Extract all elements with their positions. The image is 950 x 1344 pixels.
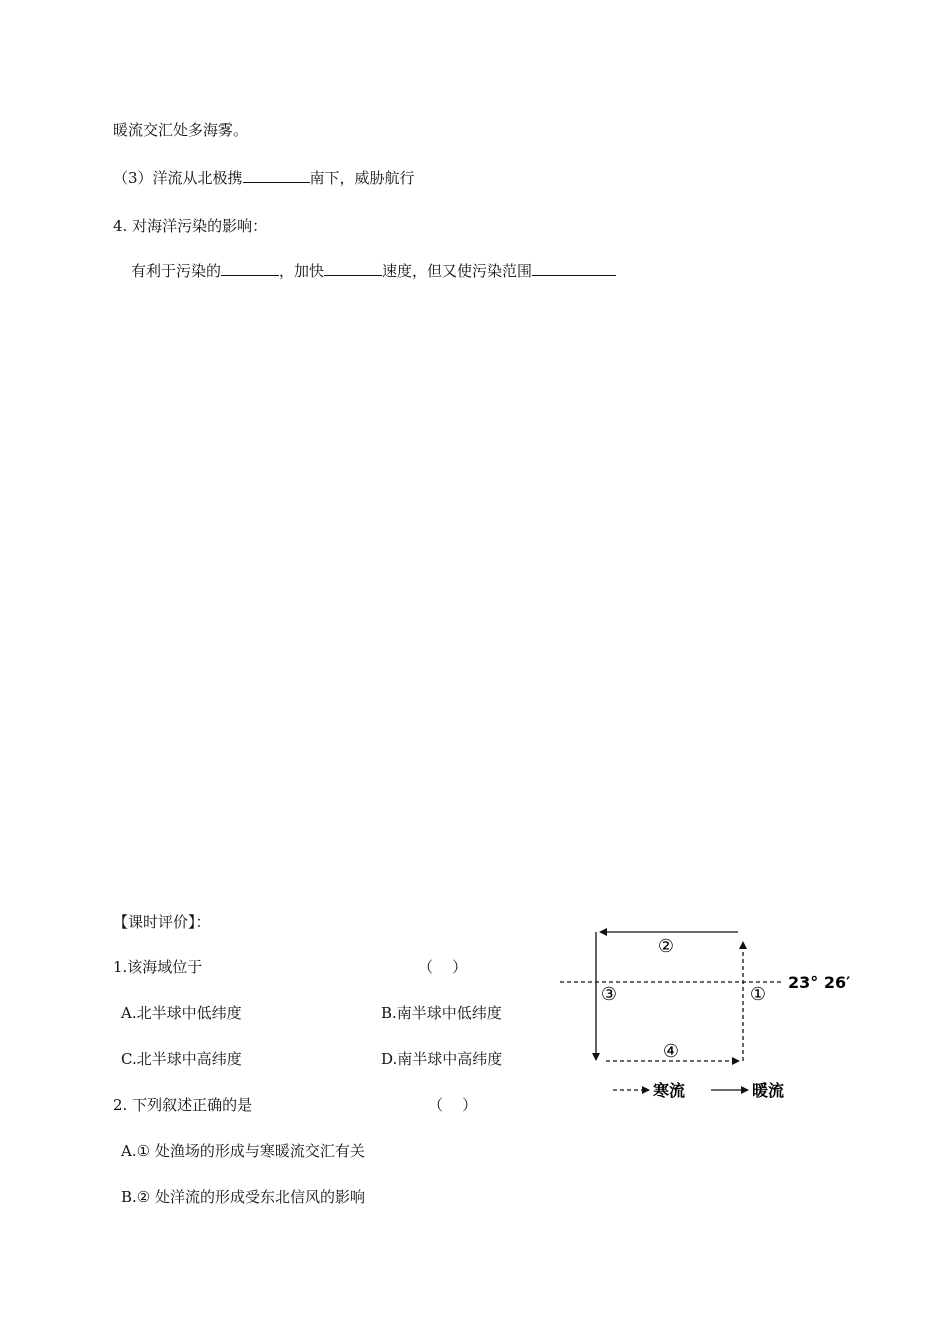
latitude-label: 23° 26′ <box>788 973 851 992</box>
pollution-text-a: 有利于污染的 <box>131 262 222 280</box>
evaluation-title: 【课时评价】： <box>113 913 211 931</box>
label-3: ③ <box>600 984 618 1005</box>
q1-option-c: C.北半球中高纬度 <box>121 1050 242 1068</box>
label-1: ① <box>749 984 767 1005</box>
fill-blank <box>221 261 279 276</box>
item-3-suffix: 南下，威胁航行 <box>309 169 415 187</box>
pollution-text-b: ，加快 <box>279 262 325 280</box>
legend-cold-label: 寒流 <box>653 1081 686 1100</box>
q2-option-a: A.① 处渔场的形成与寒暖流交汇有关 <box>121 1142 365 1160</box>
q2-option-b: B.② 处洋流的形成受东北信风的影响 <box>121 1188 366 1206</box>
q1-option-a: A.北半球中低纬度 <box>121 1004 242 1022</box>
label-2: ② <box>657 936 675 957</box>
fill-blank <box>324 261 382 276</box>
item-3-prefix: （3）洋流从北极携 <box>113 169 243 187</box>
q2-stem: 2. 下列叙述正确的是 <box>113 1096 253 1114</box>
fill-blank <box>532 261 616 276</box>
text-line-fog: 暖流交汇处多海雾。 <box>113 121 249 139</box>
label-4: ④ <box>662 1041 680 1062</box>
q1-answer-paren: （ ） <box>418 958 468 976</box>
q2-answer-paren: （ ） <box>428 1096 478 1114</box>
pollution-line <box>131 261 616 281</box>
q1-option-b: B.南半球中低纬度 <box>381 1004 502 1022</box>
fill-blank <box>243 168 310 183</box>
item-3-line <box>113 168 415 188</box>
pollution-text-c: 速度，但又使污染范围 <box>382 262 533 280</box>
legend-warm-label: 暖流 <box>752 1081 785 1100</box>
heading-4: 4. 对海洋污染的影响： <box>113 217 268 235</box>
ocean-current-diagram <box>550 918 860 1108</box>
q1-option-d: D.南半球中高纬度 <box>381 1050 503 1068</box>
q1-stem: 1.该海域位于 <box>113 958 203 976</box>
